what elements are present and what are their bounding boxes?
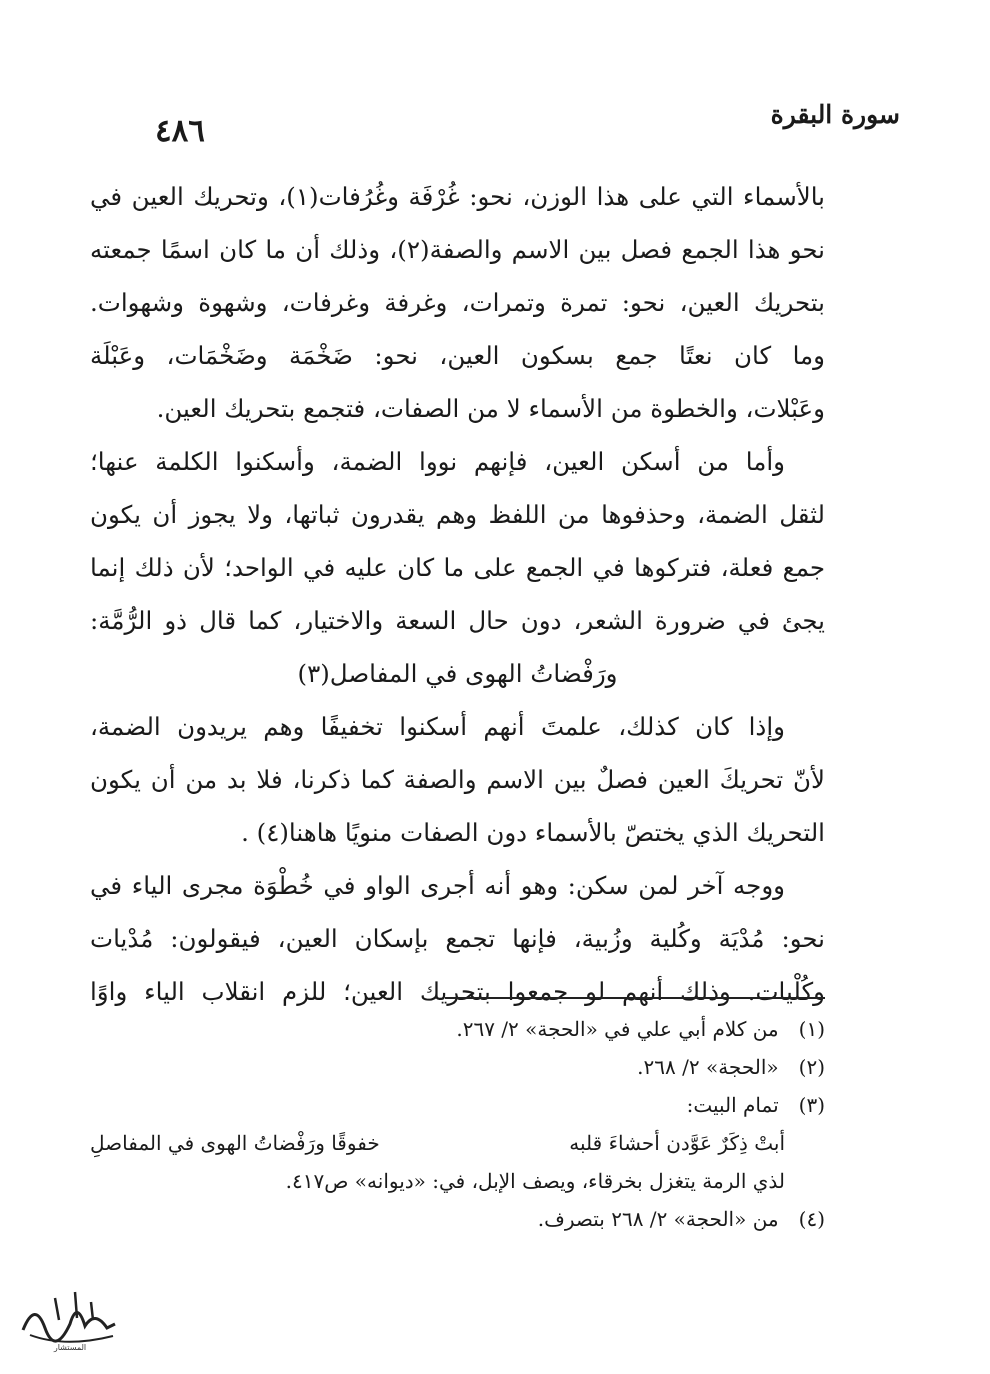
footnote-number: (٢) xyxy=(798,1055,825,1079)
footnote-text: تمام البيت: xyxy=(686,1093,779,1117)
text-line: وما كان نعتًا جمع بسكون العين، نحو: ضَخْمَة وضَخْمَات، وعَبْلَة xyxy=(90,341,825,370)
text-line: بالأسماء التي على هذا الوزن، نحو: غُرْفَة وغُرُفات(١)، وتحريك العين في xyxy=(90,182,825,211)
page-number: ٤٨٦ xyxy=(155,113,205,149)
text-line: يجئ في ضرورة الشعر، دون حال السعة والاختيار، كما قال ذو الرُّمَّة: xyxy=(90,606,825,635)
footnote-number: (١) xyxy=(798,1017,825,1041)
footnote-number: (٣) xyxy=(798,1093,825,1117)
verse-attribution: لذي الرمة يتغزل بخرقاء، ويصف الإبل، في: «ديوانه» ص٤١٧. xyxy=(285,1169,785,1193)
footnote-text: «الحجة» ٢/ ٢٦٨. xyxy=(637,1055,779,1079)
footnote-1 xyxy=(90,1010,825,1048)
text-line: جمع فعلة، فتركوها في الجمع على ما كان عليه في الواحد؛ لأن ذلك إنما xyxy=(90,553,825,582)
footnote-text: من كلام أبي علي في «الحجة» ٢/ ٢٦٧. xyxy=(456,1017,779,1041)
surah-title: سورة البقرة xyxy=(770,100,900,129)
verse-first-hemistich: أبتْ ذِكَرٌ عَوَّدن أحشاءَ قلبه xyxy=(569,1131,785,1155)
main-text xyxy=(90,170,825,1018)
text-line: لثقل الضمة، وحذفوها من اللفظ وهم يقدرون ثباتها، ولا يجوز أن يكون xyxy=(90,500,825,529)
footnote-verse xyxy=(90,1124,825,1162)
watermark-logo xyxy=(15,1280,125,1355)
calligraphy-logo-icon xyxy=(15,1280,125,1355)
svg-text:المستشار: المستشار xyxy=(53,1343,87,1352)
footnote-3 xyxy=(90,1086,825,1124)
footnote-2 xyxy=(90,1048,825,1086)
text-line: وأما من أسكن العين، فإنهم نووا الضمة، وأسكنوا الكلمة عنها؛ xyxy=(90,447,785,476)
footnote-divider xyxy=(445,997,825,999)
text-line: نحو هذا الجمع فصل بين الاسم والصفة(٢)، وذلك أن ما كان اسمًا جمعته xyxy=(90,235,825,264)
text-line: وعَبْلات، والخطوة من الأسماء لا من الصفات، فتجمع بتحريك العين. xyxy=(156,394,825,423)
text-line: لأنّ تحريكَ العين فصلٌ بين الاسم والصفة كما ذكرنا، فلا بد من أن يكون xyxy=(90,765,825,794)
footnotes xyxy=(90,1010,825,1238)
verse-second-hemistich: خفوقًا ورَفْضاتُ الهوى في المفاصلِ xyxy=(90,1131,380,1155)
footnote-text: من «الحجة» ٢/ ٢٦٨ بتصرف. xyxy=(537,1207,779,1231)
text-line: التحريك الذي يختصّ بالأسماء دون الصفات منويًا هاهنا(٤) . xyxy=(241,818,825,847)
text-line: وكُلْيات. وذلك أنهم لو جمعوا بتحريك العين؛ للزم انقلاب الياء واوًا xyxy=(90,977,825,1006)
text-line: وإذا كان كذلك، علمتَ أنهم أسكنوا تخفيفًا وهم يريدون الضمة، xyxy=(90,712,785,741)
text-line: نحو: مُدْيَة وكُلية وزُبية، فإنها تجمع بإسكان العين، فيقولون: مُدْيات xyxy=(90,924,825,953)
text-line: بتحريك العين، نحو: تمرة وتمرات، وغرفة وغرفات، وشهوة وشهوات. xyxy=(90,288,825,317)
poetry-quote: ورَفْضاتُ الهوى في المفاصل(٣) xyxy=(297,659,618,688)
footnote-4 xyxy=(90,1200,825,1238)
footnote-number: (٤) xyxy=(798,1207,825,1231)
text-line: ووجه آخر لمن سكن: وهو أنه أجرى الواو في خُطْوَة مجرى الياء في xyxy=(90,871,785,900)
